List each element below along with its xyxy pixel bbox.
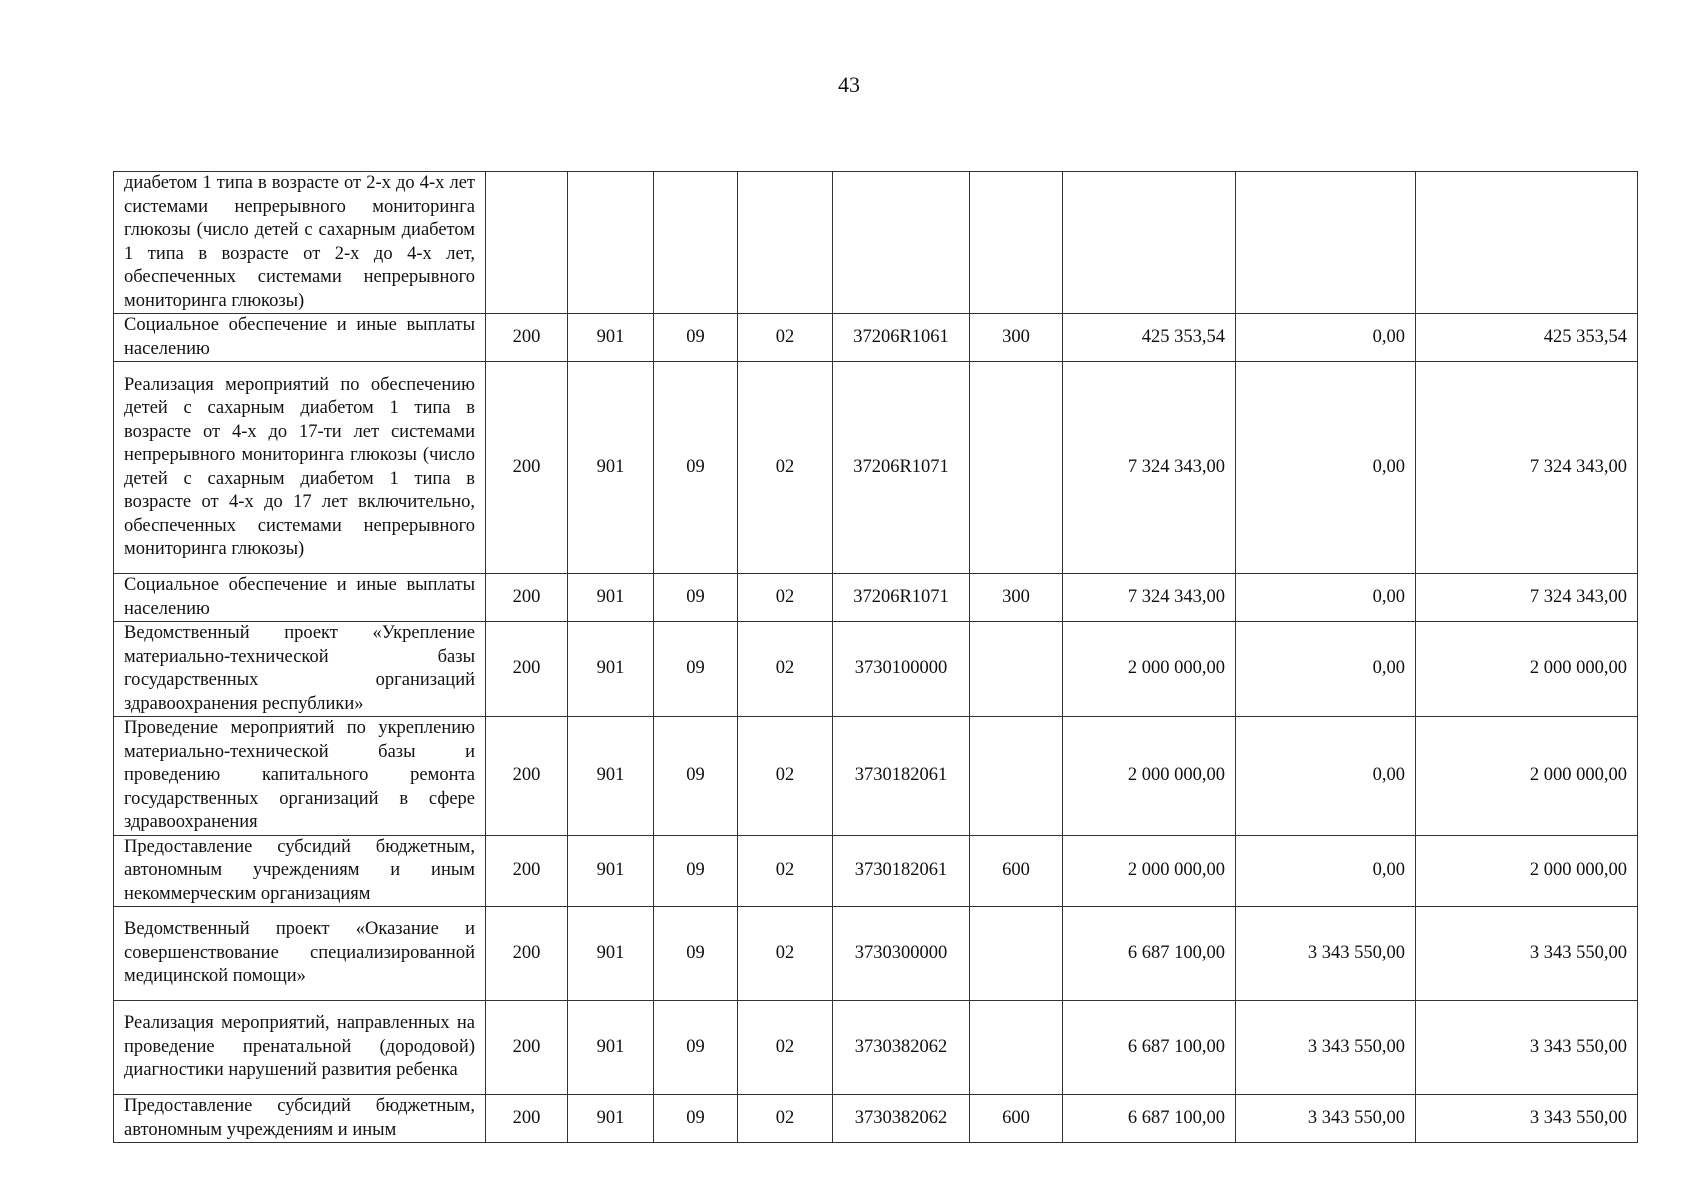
cell-code: 200 bbox=[486, 314, 568, 362]
cell-subsection: 02 bbox=[738, 1001, 833, 1095]
cell-ministry: 901 bbox=[568, 622, 654, 717]
cell-ministry bbox=[568, 172, 654, 314]
cell-amount-2 bbox=[1236, 172, 1416, 314]
cell-amount-2: 0,00 bbox=[1236, 314, 1416, 362]
cell-expense-type bbox=[970, 172, 1063, 314]
cell-section: 09 bbox=[654, 1001, 738, 1095]
cell-section: 09 bbox=[654, 362, 738, 574]
cell-ministry: 901 bbox=[568, 574, 654, 622]
cell-amount-3: 7 324 343,00 bbox=[1416, 362, 1638, 574]
cell-amount-3 bbox=[1416, 172, 1638, 314]
budget-table bbox=[113, 171, 1638, 1143]
cell-expense-type: 600 bbox=[970, 1095, 1063, 1143]
cell-amount-total: 7 324 343,00 bbox=[1063, 362, 1236, 574]
table-row bbox=[114, 907, 1638, 1001]
row-description: диабетом 1 типа в возрасте от 2-х до 4-х лет системами непрерывного мониторинга глюкозы (число детей с сахарным диабетом 1 типа в возрасте от 2-х до 4-х лет, обеспеченных системами непрерывного мониторинга глюкозы) bbox=[114, 172, 486, 314]
row-description: Социальное обеспечение и иные выплаты населению bbox=[114, 314, 486, 362]
cell-code bbox=[486, 172, 568, 314]
cell-amount-total: 2 000 000,00 bbox=[1063, 835, 1236, 907]
cell-ministry: 901 bbox=[568, 1001, 654, 1095]
cell-target-article: 3730382062 bbox=[833, 1001, 970, 1095]
cell-expense-type bbox=[970, 1001, 1063, 1095]
row-description: Предоставление субсидий бюджетным, автономным учреждениям и иным некоммерческим организациям bbox=[114, 835, 486, 907]
cell-expense-type: 600 bbox=[970, 835, 1063, 907]
cell-expense-type: 300 bbox=[970, 574, 1063, 622]
cell-amount-2: 0,00 bbox=[1236, 362, 1416, 574]
cell-code: 200 bbox=[486, 907, 568, 1001]
cell-subsection: 02 bbox=[738, 362, 833, 574]
cell-amount-3: 2 000 000,00 bbox=[1416, 622, 1638, 717]
cell-amount-total: 425 353,54 bbox=[1063, 314, 1236, 362]
cell-target-article: 37206R1061 bbox=[833, 314, 970, 362]
table-row bbox=[114, 1001, 1638, 1095]
cell-target-article: 3730182061 bbox=[833, 835, 970, 907]
cell-amount-total: 6 687 100,00 bbox=[1063, 1095, 1236, 1143]
row-description: Ведомственный проект «Укрепление материально-технической базы государственных организаций здравоохранения республики» bbox=[114, 622, 486, 717]
cell-amount-3: 3 343 550,00 bbox=[1416, 907, 1638, 1001]
cell-code: 200 bbox=[486, 717, 568, 836]
table-row bbox=[114, 172, 1638, 314]
cell-amount-2: 0,00 bbox=[1236, 622, 1416, 717]
cell-amount-3: 425 353,54 bbox=[1416, 314, 1638, 362]
cell-amount-total: 7 324 343,00 bbox=[1063, 574, 1236, 622]
cell-section: 09 bbox=[654, 574, 738, 622]
cell-code: 200 bbox=[486, 835, 568, 907]
cell-expense-type: 300 bbox=[970, 314, 1063, 362]
cell-expense-type bbox=[970, 622, 1063, 717]
cell-amount-total: 2 000 000,00 bbox=[1063, 717, 1236, 836]
cell-amount-3: 7 324 343,00 bbox=[1416, 574, 1638, 622]
cell-ministry: 901 bbox=[568, 717, 654, 836]
cell-subsection: 02 bbox=[738, 835, 833, 907]
cell-section: 09 bbox=[654, 907, 738, 1001]
cell-section: 09 bbox=[654, 314, 738, 362]
row-description: Реализация мероприятий, направленных на проведение пренатальной (дородовой) диагностики нарушений развития ребенка bbox=[114, 1001, 486, 1095]
cell-target-article: 3730382062 bbox=[833, 1095, 970, 1143]
table-row bbox=[114, 314, 1638, 362]
cell-subsection bbox=[738, 172, 833, 314]
row-description: Проведение мероприятий по укреплению материально-технической базы и проведению капитального ремонта государственных организаций в сфере здравоохранения bbox=[114, 717, 486, 836]
cell-target-article: 37206R1071 bbox=[833, 574, 970, 622]
cell-expense-type bbox=[970, 717, 1063, 836]
cell-amount-total: 6 687 100,00 bbox=[1063, 1001, 1236, 1095]
cell-subsection: 02 bbox=[738, 907, 833, 1001]
row-description: Ведомственный проект «Оказание и совершенствование специализированной медицинской помощи» bbox=[114, 907, 486, 1001]
cell-ministry: 901 bbox=[568, 314, 654, 362]
cell-subsection: 02 bbox=[738, 1095, 833, 1143]
cell-ministry: 901 bbox=[568, 835, 654, 907]
cell-target-article: 3730300000 bbox=[833, 907, 970, 1001]
cell-amount-3: 2 000 000,00 bbox=[1416, 717, 1638, 836]
cell-ministry: 901 bbox=[568, 1095, 654, 1143]
cell-target-article: 3730100000 bbox=[833, 622, 970, 717]
table-row bbox=[114, 717, 1638, 836]
cell-section: 09 bbox=[654, 1095, 738, 1143]
cell-expense-type bbox=[970, 907, 1063, 1001]
cell-amount-total: 6 687 100,00 bbox=[1063, 907, 1236, 1001]
cell-subsection: 02 bbox=[738, 717, 833, 836]
cell-section: 09 bbox=[654, 717, 738, 836]
cell-target-article: 3730182061 bbox=[833, 717, 970, 836]
cell-amount-2: 0,00 bbox=[1236, 574, 1416, 622]
cell-section: 09 bbox=[654, 835, 738, 907]
table-row bbox=[114, 835, 1638, 907]
cell-subsection: 02 bbox=[738, 622, 833, 717]
cell-code: 200 bbox=[486, 1001, 568, 1095]
cell-target-article bbox=[833, 172, 970, 314]
table-row bbox=[114, 622, 1638, 717]
table-row bbox=[114, 574, 1638, 622]
cell-amount-2: 3 343 550,00 bbox=[1236, 1095, 1416, 1143]
cell-section: 09 bbox=[654, 622, 738, 717]
cell-amount-2: 0,00 bbox=[1236, 835, 1416, 907]
row-description: Социальное обеспечение и иные выплаты населению bbox=[114, 574, 486, 622]
cell-target-article: 37206R1071 bbox=[833, 362, 970, 574]
cell-amount-2: 3 343 550,00 bbox=[1236, 1001, 1416, 1095]
row-description: Предоставление субсидий бюджетным, автономным учреждениям и иным bbox=[114, 1095, 486, 1143]
cell-code: 200 bbox=[486, 574, 568, 622]
cell-subsection: 02 bbox=[738, 314, 833, 362]
page-number: 43 bbox=[838, 72, 860, 97]
row-description: Реализация мероприятий по обеспечению детей с сахарным диабетом 1 типа в возрасте от 4-х до 17-ти лет системами непрерывного мониторинга глюкозы (число детей с сахарным диабетом 1 типа в возрасте от 4-х до 17 лет включительно, обеспеченных системами непрерывного мониторинга глюкозы) bbox=[114, 362, 486, 574]
cell-code: 200 bbox=[486, 362, 568, 574]
cell-ministry: 901 bbox=[568, 362, 654, 574]
cell-code: 200 bbox=[486, 1095, 568, 1143]
cell-expense-type bbox=[970, 362, 1063, 574]
table-row bbox=[114, 362, 1638, 574]
cell-section bbox=[654, 172, 738, 314]
cell-code: 200 bbox=[486, 622, 568, 717]
cell-subsection: 02 bbox=[738, 574, 833, 622]
cell-amount-total: 2 000 000,00 bbox=[1063, 622, 1236, 717]
cell-amount-3: 2 000 000,00 bbox=[1416, 835, 1638, 907]
table-row bbox=[114, 1095, 1638, 1143]
cell-amount-total bbox=[1063, 172, 1236, 314]
cell-amount-2: 3 343 550,00 bbox=[1236, 907, 1416, 1001]
cell-amount-3: 3 343 550,00 bbox=[1416, 1095, 1638, 1143]
cell-amount-2: 0,00 bbox=[1236, 717, 1416, 836]
cell-amount-3: 3 343 550,00 bbox=[1416, 1001, 1638, 1095]
cell-ministry: 901 bbox=[568, 907, 654, 1001]
